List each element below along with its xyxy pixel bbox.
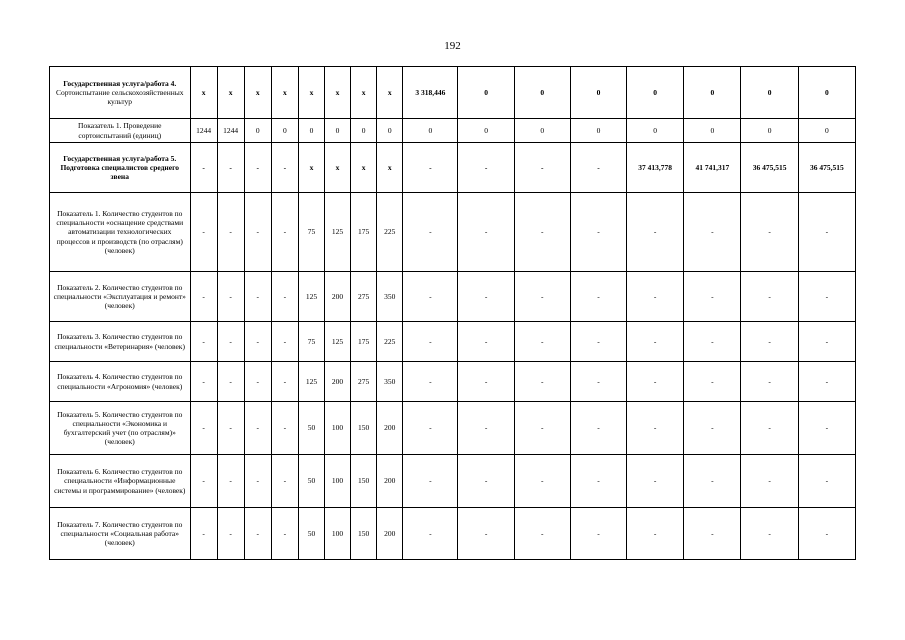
table-cell: 36 475,515 xyxy=(741,143,798,193)
table-cell: x xyxy=(271,67,298,119)
table-cell: - xyxy=(190,362,217,402)
table-cell: - xyxy=(514,508,570,560)
table-cell: - xyxy=(190,508,217,560)
table-cell: - xyxy=(570,508,626,560)
table-cell: - xyxy=(244,322,271,362)
table-cell: - xyxy=(190,193,217,272)
table-cell: - xyxy=(627,272,684,322)
table-cell: 125 xyxy=(298,272,324,322)
table-cell: 0 xyxy=(684,119,741,143)
table-cell: 75 xyxy=(298,193,324,272)
table-cell: - xyxy=(244,272,271,322)
table-cell: - xyxy=(514,193,570,272)
table-cell: - xyxy=(244,362,271,402)
table-cell: 100 xyxy=(324,455,350,508)
table-cell: - xyxy=(271,143,298,193)
table-cell: - xyxy=(627,508,684,560)
table-cell: - xyxy=(570,193,626,272)
table-cell: - xyxy=(514,143,570,193)
table-cell: - xyxy=(458,508,514,560)
table-cell: - xyxy=(271,455,298,508)
table-cell: x xyxy=(351,67,377,119)
table-cell: 0 xyxy=(627,67,684,119)
table-cell: x xyxy=(351,143,377,193)
table-cell: 200 xyxy=(324,272,350,322)
table-cell: - xyxy=(244,193,271,272)
table-cell: x xyxy=(298,67,324,119)
table-cell: - xyxy=(684,193,741,272)
table-cell: 275 xyxy=(351,272,377,322)
table-cell: 150 xyxy=(351,508,377,560)
table-cell: x xyxy=(217,67,244,119)
row-label: Показатель 1. Количество студентов по специальности «оснащение средствами автоматизации технологических процессов и производств (по отраслям) (человек) xyxy=(50,193,191,272)
row-label-normal: Сортоиспытание сельскохозяйственных культур xyxy=(55,87,184,107)
table-cell: 0 xyxy=(514,119,570,143)
table-cell: - xyxy=(798,508,855,560)
row-label: Показатель 3. Количество студентов по специальности «Ветеринария» (человек) xyxy=(50,322,191,362)
table-cell: - xyxy=(741,508,798,560)
table-cell: 36 475,515 xyxy=(798,143,855,193)
table-cell: - xyxy=(271,402,298,455)
table-cell: - xyxy=(190,143,217,193)
table-cell: - xyxy=(244,402,271,455)
table-cell: 0 xyxy=(351,119,377,143)
table-cell: 1244 xyxy=(190,119,217,143)
table-cell: 50 xyxy=(298,455,324,508)
table-cell: - xyxy=(217,455,244,508)
table-cell: - xyxy=(627,322,684,362)
table-cell: 0 xyxy=(798,119,855,143)
table-cell: - xyxy=(798,322,855,362)
table-cell: 0 xyxy=(798,67,855,119)
table-cell: 0 xyxy=(244,119,271,143)
table-cell: x xyxy=(190,67,217,119)
table-row xyxy=(50,322,856,362)
table-cell: 0 xyxy=(684,67,741,119)
table-cell: 225 xyxy=(377,322,403,362)
table-row xyxy=(50,143,856,193)
table-cell: - xyxy=(514,455,570,508)
table-row xyxy=(50,362,856,402)
table-cell: - xyxy=(458,362,514,402)
table-cell: 37 413,778 xyxy=(627,143,684,193)
table-cell: - xyxy=(403,143,458,193)
table-cell: 0 xyxy=(403,119,458,143)
row-label-bold: Государственная услуга/работа 4. xyxy=(63,78,177,88)
table-cell: 125 xyxy=(324,193,350,272)
table-cell: - xyxy=(741,193,798,272)
table-cell: - xyxy=(570,143,626,193)
table-cell: - xyxy=(627,362,684,402)
table-cell: - xyxy=(798,455,855,508)
table-cell: - xyxy=(403,508,458,560)
table-cell: - xyxy=(458,455,514,508)
table-cell: 0 xyxy=(298,119,324,143)
table-cell: 0 xyxy=(741,119,798,143)
table-cell: - xyxy=(403,402,458,455)
table-cell: 175 xyxy=(351,322,377,362)
table-cell: 3 318,446 xyxy=(403,67,458,119)
table-cell: 41 741,317 xyxy=(684,143,741,193)
table-row xyxy=(50,119,856,143)
table-cell: - xyxy=(190,455,217,508)
table-cell: - xyxy=(458,143,514,193)
table-row xyxy=(50,272,856,322)
table-cell: x xyxy=(377,67,403,119)
table-cell: 50 xyxy=(298,508,324,560)
table-cell: - xyxy=(741,402,798,455)
table-cell: 0 xyxy=(570,119,626,143)
table-cell: 1244 xyxy=(217,119,244,143)
table-cell: - xyxy=(514,362,570,402)
table-cell: - xyxy=(271,508,298,560)
table-cell: - xyxy=(741,362,798,402)
table-cell: - xyxy=(271,362,298,402)
table-cell: 0 xyxy=(324,119,350,143)
table-cell: - xyxy=(798,193,855,272)
table-row xyxy=(50,402,856,455)
table-cell: - xyxy=(741,322,798,362)
table-cell: x xyxy=(377,143,403,193)
table-cell: 0 xyxy=(271,119,298,143)
table-cell: - xyxy=(741,272,798,322)
table-cell: - xyxy=(403,455,458,508)
table-cell: - xyxy=(190,402,217,455)
row-label: Показатель 1. Проведение сортоиспытаний (единиц) xyxy=(50,119,191,143)
row-label xyxy=(50,67,191,119)
row-label: Показатель 6. Количество студентов по специальности «Информационные системы и программирование» (человек) xyxy=(50,455,191,508)
table-cell: 150 xyxy=(351,402,377,455)
table-cell: 0 xyxy=(458,119,514,143)
row-label: Показатель 7. Количество студентов по специальности «Социальная работа» (человек) xyxy=(50,508,191,560)
table-cell: - xyxy=(798,402,855,455)
table-cell: 100 xyxy=(324,402,350,455)
table-cell: 0 xyxy=(514,67,570,119)
table-cell: - xyxy=(798,272,855,322)
table-cell: 125 xyxy=(298,362,324,402)
table-cell: - xyxy=(684,322,741,362)
table-cell: - xyxy=(217,143,244,193)
table-cell: - xyxy=(627,402,684,455)
data-table xyxy=(49,66,856,560)
table-cell: - xyxy=(217,193,244,272)
table-cell: - xyxy=(570,272,626,322)
row-label: Показатель 2. Количество студентов по специальности «Эксплуатация и ремонт» (человек) xyxy=(50,272,191,322)
table-cell: 175 xyxy=(351,193,377,272)
table-cell: - xyxy=(570,362,626,402)
table-cell: - xyxy=(570,455,626,508)
table-cell: - xyxy=(244,143,271,193)
table-row xyxy=(50,455,856,508)
table-cell: - xyxy=(798,362,855,402)
table-cell: - xyxy=(684,272,741,322)
table-cell: - xyxy=(190,322,217,362)
table-cell: 0 xyxy=(627,119,684,143)
table-cell: - xyxy=(684,402,741,455)
table-row xyxy=(50,193,856,272)
table-cell: - xyxy=(570,402,626,455)
table-cell: - xyxy=(514,272,570,322)
table-row xyxy=(50,67,856,119)
table-cell: - xyxy=(458,272,514,322)
table-cell: - xyxy=(684,362,741,402)
table-cell: 75 xyxy=(298,322,324,362)
table-cell: - xyxy=(570,322,626,362)
table-cell: - xyxy=(514,402,570,455)
table-cell: 275 xyxy=(351,362,377,402)
table-cell: - xyxy=(217,272,244,322)
table-cell: - xyxy=(458,402,514,455)
table-cell: - xyxy=(244,455,271,508)
table-row xyxy=(50,508,856,560)
table-cell: 200 xyxy=(377,508,403,560)
table-cell: 150 xyxy=(351,455,377,508)
table-cell: 125 xyxy=(324,322,350,362)
table-cell: - xyxy=(271,272,298,322)
table-cell: - xyxy=(244,508,271,560)
table-cell: - xyxy=(217,362,244,402)
table-cell: x xyxy=(298,143,324,193)
table-cell: x xyxy=(244,67,271,119)
table-cell: - xyxy=(271,322,298,362)
table-cell: 0 xyxy=(570,67,626,119)
table-cell: - xyxy=(741,455,798,508)
table-cell: - xyxy=(271,193,298,272)
table-cell: 225 xyxy=(377,193,403,272)
table-cell: 100 xyxy=(324,508,350,560)
table-cell: 0 xyxy=(741,67,798,119)
table-cell: - xyxy=(217,322,244,362)
table-cell: - xyxy=(403,322,458,362)
table-cell: - xyxy=(684,455,741,508)
table-cell: 350 xyxy=(377,272,403,322)
table-cell: x xyxy=(324,67,350,119)
table-cell: - xyxy=(403,362,458,402)
table-cell: 200 xyxy=(377,455,403,508)
table-cell: - xyxy=(217,402,244,455)
table-cell: - xyxy=(514,322,570,362)
table-cell: 50 xyxy=(298,402,324,455)
row-label: Показатель 5. Количество студентов по специальности «Экономика и бухгалтерский учет (по отраслям)» (человек) xyxy=(50,402,191,455)
table-cell: 200 xyxy=(377,402,403,455)
table-cell: - xyxy=(403,272,458,322)
table-cell: - xyxy=(458,193,514,272)
page-number: 192 xyxy=(444,40,461,52)
table-cell: - xyxy=(190,272,217,322)
table-cell: - xyxy=(458,322,514,362)
table-cell: - xyxy=(627,193,684,272)
row-label: Показатель 4. Количество студентов по специальности «Агрономия» (человек) xyxy=(50,362,191,402)
row-label: Государственная услуга/работа 5. Подготовка специалистов среднего звена xyxy=(50,143,191,193)
table-cell: 0 xyxy=(377,119,403,143)
table-cell: - xyxy=(403,193,458,272)
table-cell: - xyxy=(217,508,244,560)
table-cell: 350 xyxy=(377,362,403,402)
table-cell: 0 xyxy=(458,67,514,119)
table-cell: - xyxy=(684,508,741,560)
table-cell: 200 xyxy=(324,362,350,402)
table-cell: - xyxy=(627,455,684,508)
table-cell: x xyxy=(324,143,350,193)
